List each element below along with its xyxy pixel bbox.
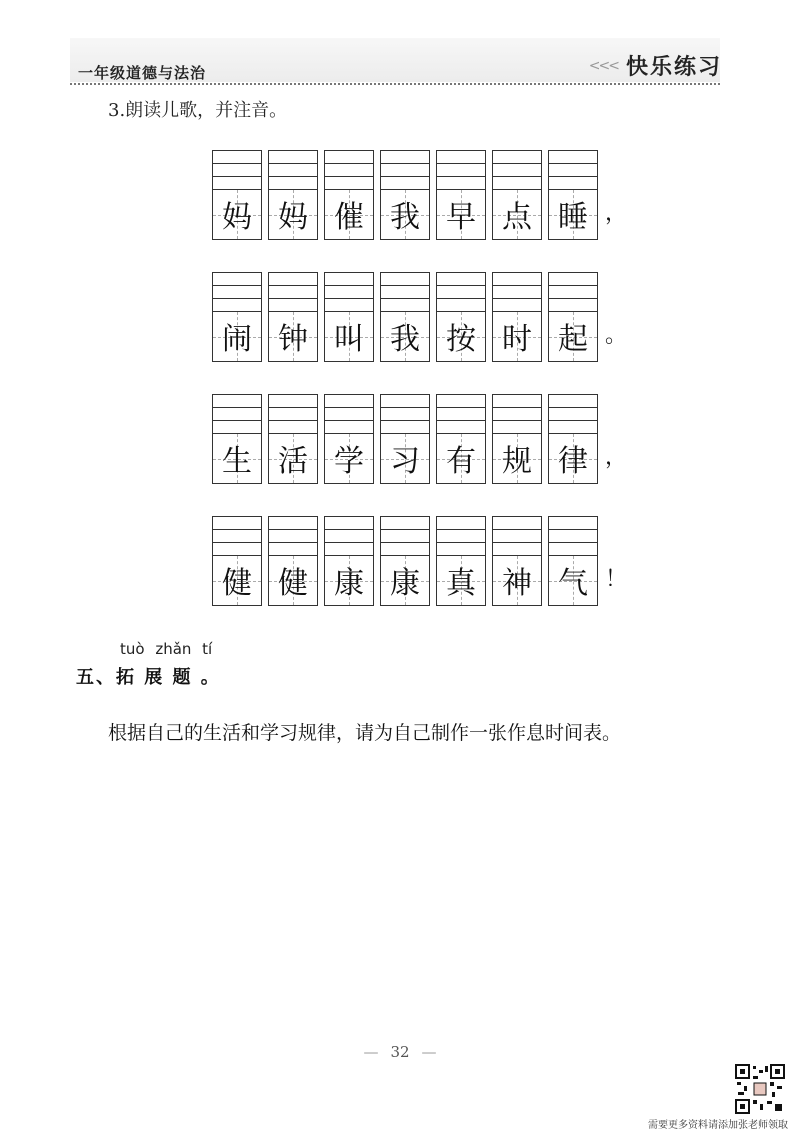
pinyin-line: [325, 163, 373, 164]
poem-character: 神: [502, 566, 532, 601]
pinyin-line: [493, 163, 541, 164]
pinyin-line: [325, 529, 373, 530]
poem-character: 我: [390, 322, 420, 357]
pinyin-line: [437, 163, 485, 164]
pinyin-line: [549, 163, 597, 164]
pinyin-line: [325, 285, 373, 286]
poem-character: 规: [502, 444, 532, 479]
writing-cell: [548, 150, 598, 240]
writing-cell: [380, 394, 430, 484]
pinyin-line: [437, 542, 485, 543]
writing-cell: [380, 516, 430, 606]
writing-cell: [436, 272, 486, 362]
pinyin-line: [213, 542, 261, 543]
page-dash-right: —: [421, 1043, 437, 1061]
poem-punctuation: ！: [605, 567, 628, 592]
writing-cell: [268, 272, 318, 362]
writing-cell: [492, 272, 542, 362]
poem-punctuation: ，: [605, 201, 628, 226]
pinyin-line: [213, 298, 261, 299]
pinyin-line: [213, 176, 261, 177]
question-3-title: 3.朗读儿歌，并注音。: [108, 100, 288, 121]
pinyin-line: [493, 542, 541, 543]
pinyin-line: [213, 163, 261, 164]
poem-character: 早: [446, 200, 476, 235]
poem-character: 妈: [278, 200, 308, 235]
pinyin-line: [269, 298, 317, 299]
pinyin-line: [437, 176, 485, 177]
section-5-title: 五、拓 展 题 。: [76, 667, 221, 688]
writing-cell: [548, 516, 598, 606]
writing-cell: [212, 394, 262, 484]
writing-cell: [492, 150, 542, 240]
writing-cell: [492, 516, 542, 606]
pinyin-line: [437, 285, 485, 286]
poem-character: 点: [502, 200, 532, 235]
pinyin-line: [437, 529, 485, 530]
poem-line-1: [212, 150, 632, 240]
writing-cell: [436, 394, 486, 484]
pinyin-line: [269, 163, 317, 164]
qr-code-icon: [735, 1064, 785, 1114]
pinyin-line: [493, 176, 541, 177]
poem-character: 按: [446, 322, 476, 357]
pinyin-line: [269, 529, 317, 530]
writing-cell: [324, 150, 374, 240]
pinyin-line: [269, 285, 317, 286]
poem-character: 妈: [222, 200, 252, 235]
pinyin-line: [381, 420, 429, 421]
poem-character: 康: [390, 566, 420, 601]
writing-cell: [548, 272, 598, 362]
pinyin-line: [493, 298, 541, 299]
poem-character: 时: [502, 322, 532, 357]
writing-cell: [436, 150, 486, 240]
poem-punctuation: ，: [605, 445, 628, 470]
pinyin-line: [213, 407, 261, 408]
writing-cell: [436, 516, 486, 606]
writing-cell: [492, 394, 542, 484]
pinyin-line: [493, 285, 541, 286]
poem-character: 钟: [278, 322, 308, 357]
writing-cell: [212, 272, 262, 362]
pinyin-line: [381, 285, 429, 286]
pinyin-line: [213, 285, 261, 286]
poem-character: 真: [446, 566, 476, 601]
pinyin-line: [381, 163, 429, 164]
pinyin-line: [213, 420, 261, 421]
pinyin-line: [381, 529, 429, 530]
pinyin-line: [325, 420, 373, 421]
poem-character: 闹: [222, 322, 252, 357]
header-divider: [70, 83, 720, 85]
writing-cell: [324, 516, 374, 606]
pinyin-line: [325, 176, 373, 177]
poem-character: 健: [278, 566, 308, 601]
poem-character: 健: [222, 566, 252, 601]
poem-character: 催: [334, 200, 364, 235]
pinyin-line: [549, 285, 597, 286]
writing-cell: [324, 394, 374, 484]
practice-tag: 快乐练习: [625, 55, 722, 80]
pinyin-line: [213, 529, 261, 530]
poem-character: 气: [558, 566, 588, 601]
pinyin-line: [381, 298, 429, 299]
writing-cell: [268, 516, 318, 606]
pinyin-line: [493, 407, 541, 408]
pinyin-line: [493, 420, 541, 421]
pinyin-line: [549, 298, 597, 299]
footer-note: 需要更多资料请添加张老师领取: [648, 1120, 788, 1131]
page-dash-left: —: [363, 1043, 379, 1061]
pinyin-line: [549, 176, 597, 177]
pinyin-line: [437, 298, 485, 299]
writing-cell: [212, 150, 262, 240]
poem-character: 睡: [558, 200, 588, 235]
writing-cell: [212, 516, 262, 606]
poem-character: 学: [334, 444, 364, 479]
pinyin-line: [269, 420, 317, 421]
poem-line-3: [212, 394, 632, 484]
poem-character: 我: [390, 200, 420, 235]
writing-cell: [548, 394, 598, 484]
page-number: [0, 1043, 800, 1061]
pinyin-line: [269, 407, 317, 408]
pinyin-line: [381, 176, 429, 177]
pinyin-line: [325, 407, 373, 408]
section-5-pinyin: tuò zhǎn tí: [120, 640, 213, 658]
pinyin-line: [437, 407, 485, 408]
pinyin-line: [325, 298, 373, 299]
pinyin-line: [493, 529, 541, 530]
pinyin-line: [381, 542, 429, 543]
pinyin-line: [269, 542, 317, 543]
poem-line-4: [212, 516, 632, 606]
pinyin-line: [269, 176, 317, 177]
poem-character: 律: [558, 444, 588, 479]
pinyin-line: [325, 542, 373, 543]
header-tag: [589, 50, 722, 81]
writing-cell: [268, 150, 318, 240]
poem-character: 叫: [334, 322, 364, 357]
pinyin-line: [549, 407, 597, 408]
writing-cell: [268, 394, 318, 484]
poem-character: 康: [334, 566, 364, 601]
page-number-value: 32: [390, 1043, 410, 1061]
writing-cell: [324, 272, 374, 362]
chevron-left-icon: <<<: [588, 57, 618, 74]
poem-character: 起: [558, 322, 588, 357]
pinyin-line: [549, 529, 597, 530]
subject-title: 一年级道德与法治: [78, 64, 207, 82]
section-5-task: 根据自己的生活和学习规律，请为自己制作一张作息时间表。: [108, 722, 622, 744]
poem-character: 习: [390, 444, 420, 479]
writing-cell: [380, 272, 430, 362]
poem-character: 有: [446, 444, 476, 479]
poem-punctuation: 。: [605, 323, 628, 348]
poem-line-2: [212, 272, 632, 362]
writing-cell: [380, 150, 430, 240]
pinyin-line: [437, 420, 485, 421]
pinyin-line: [381, 407, 429, 408]
pinyin-line: [549, 542, 597, 543]
pinyin-line: [549, 420, 597, 421]
poem-character: 生: [222, 444, 252, 479]
poem-character: 活: [278, 444, 308, 479]
